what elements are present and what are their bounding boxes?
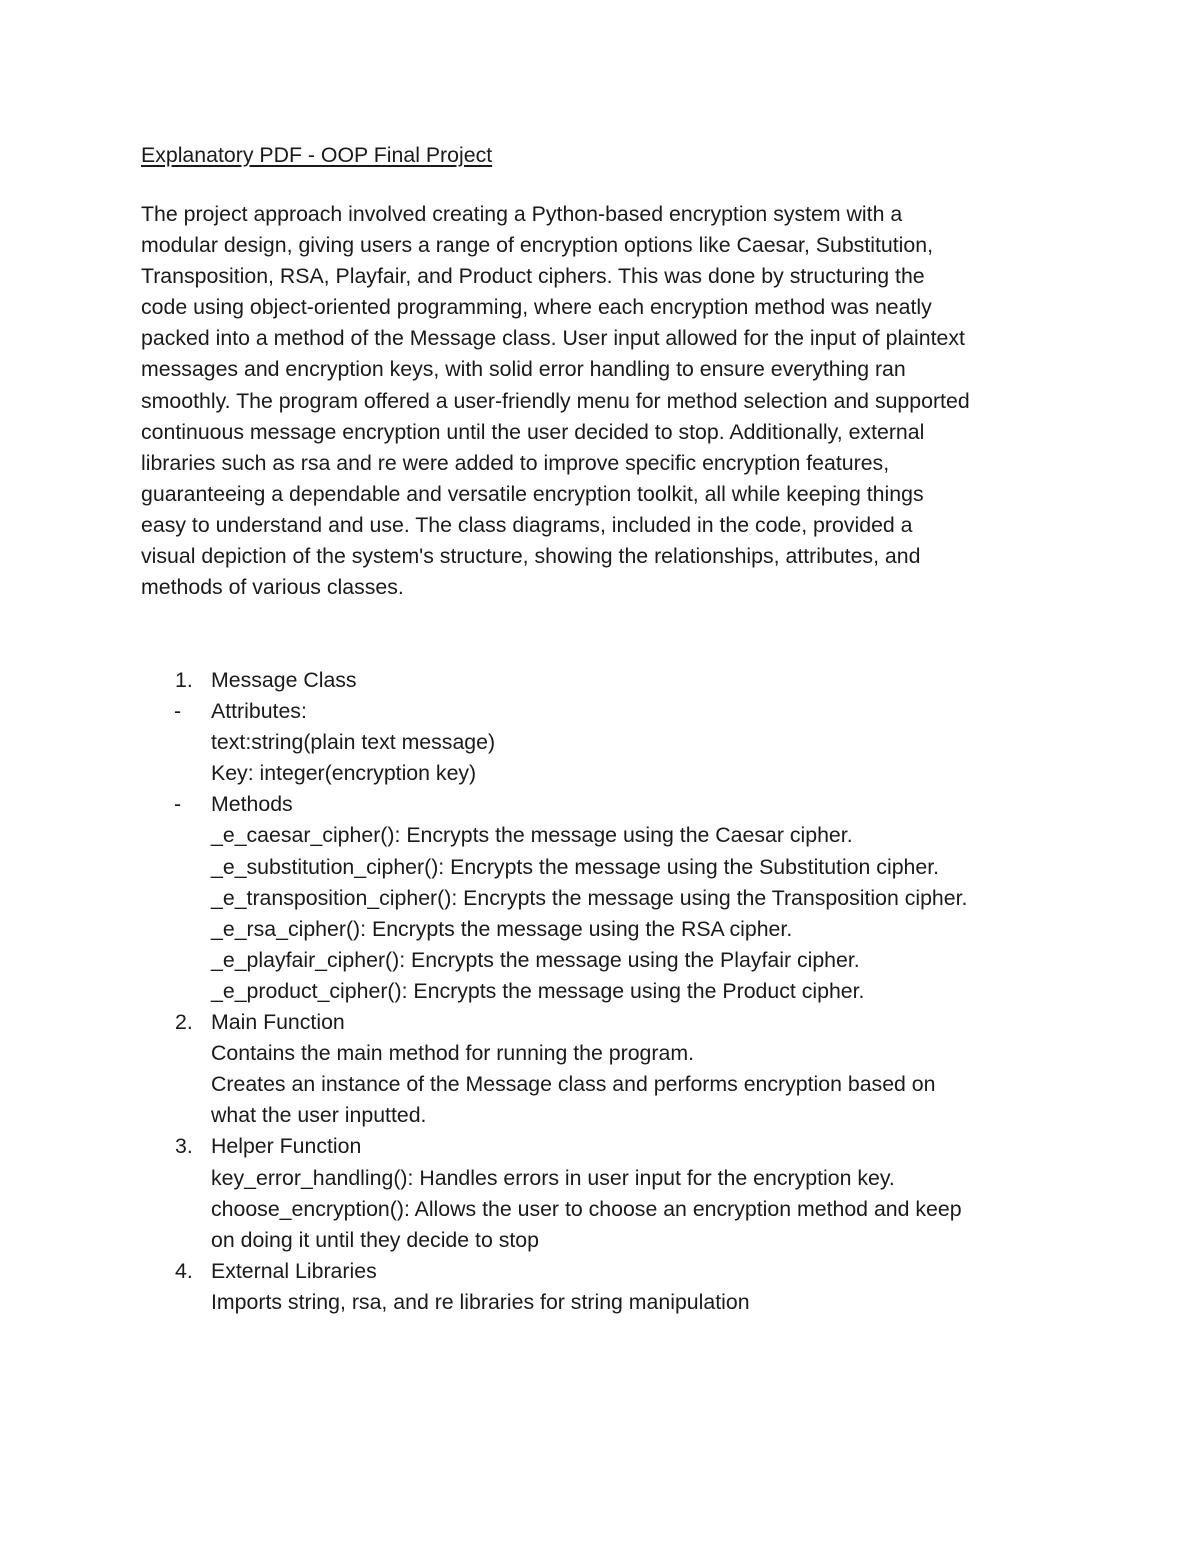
intro-line: guaranteeing a dependable and versatile encryption toolkit, all while keeping things [141,481,924,506]
method-product: _e_product_cipher(): Encrypts the message using the Product cipher. [211,978,865,1003]
list-item [141,976,1071,1007]
external-libraries-detail: Imports string, rsa, and re libraries for string manipulation [211,1289,750,1314]
list-item [141,1194,1071,1225]
helper-choose-encryption: choose_encryption(): Allows the user to choose an encryption method and keep [211,1196,962,1221]
intro-line: messages and encryption keys, with solid error handling to ensure everything ran [141,357,906,382]
main-function-detail: what the user inputted. [211,1103,427,1128]
attribute-key: Key: integer(encryption key) [211,761,477,786]
intro-line: visual depiction of the system's structure, showing the relationships, attributes, and [141,544,921,569]
intro-line: continuous message encryption until the user decided to stop. Additionally, external [141,419,925,444]
attribute-text: text:string(plain text message) [211,730,496,755]
list-item [141,789,1071,820]
document-title: Explanatory PDF - OOP Final Project [141,143,493,167]
section-heading-helper-function: Helper Function [211,1134,362,1159]
section-heading-external-libraries: External Libraries [211,1258,377,1283]
intro-line: libraries such as rsa and re were added to improve specific encryption features, [141,450,890,475]
list-item [141,1163,1071,1194]
main-function-detail: Creates an instance of the Message class and performs encryption based on [211,1072,936,1097]
list-item [141,883,1071,914]
intro-line: modular design, giving users a range of encryption options like Caesar, Substitution, [141,233,933,258]
intro-line: smoothly. The program offered a user-friendly menu for method selection and supported [141,388,970,413]
list-number: 2. [175,1010,193,1035]
intro-line: methods of various classes. [141,575,404,600]
list-item [141,696,1071,727]
list-item [141,758,1071,789]
intro-line: packed into a method of the Message class. User input allowed for the input of plaintext [141,326,965,351]
list-item [141,665,1071,696]
section-heading-main-function: Main Function [211,1010,345,1035]
main-function-detail: Contains the main method for running the program. [211,1041,694,1066]
intro-line: The project approach involved creating a Python-based encryption system with a [141,202,903,226]
list-item [141,1007,1071,1038]
list-number: 3. [175,1134,193,1159]
method-rsa: _e_rsa_cipher(): Encrypts the message using the RSA cipher. [211,916,793,941]
list-dash: - [174,699,182,724]
subheading-attributes: Attributes: [211,699,307,724]
list-item [141,727,1071,758]
list-item [141,820,1071,851]
list-item [141,1100,1071,1131]
list-item [141,1256,1071,1287]
list-item [141,1038,1071,1069]
list-item [141,1287,1071,1318]
list-item [141,1131,1071,1162]
section-heading-message-class: Message Class [211,668,357,692]
list-item [141,914,1071,945]
method-caesar: _e_caesar_cipher(): Encrypts the message using the Caesar cipher. [211,823,853,848]
list-number: 1. [175,668,193,692]
outline-list [141,665,1071,1318]
helper-choose-encryption: on doing it until they decide to stop [211,1227,539,1252]
intro-line: easy to understand and use. The class diagrams, included in the code, provided a [141,512,913,537]
helper-key-error-handling: key_error_handling(): Handles errors in user input for the encryption key. [211,1165,895,1190]
intro-line: code using object-oriented programming, where each encryption method was neatly [141,295,932,320]
method-playfair: _e_playfair_cipher(): Encrypts the message using the Playfair cipher. [211,947,860,972]
intro-paragraph [141,199,1071,603]
method-substitution: _e_substitution_cipher(): Encrypts the message using the Substitution cipher. [211,854,940,879]
method-transposition: _e_transposition_cipher(): Encrypts the message using the Transposition cipher. [211,885,968,910]
list-item [141,852,1071,883]
list-number: 4. [175,1258,193,1283]
subheading-methods: Methods [211,792,293,817]
list-item [141,1225,1071,1256]
list-item [141,1069,1071,1100]
list-dash: - [174,792,182,817]
intro-line: Transposition, RSA, Playfair, and Product ciphers. This was done by structuring the [141,264,925,289]
list-item [141,945,1071,976]
